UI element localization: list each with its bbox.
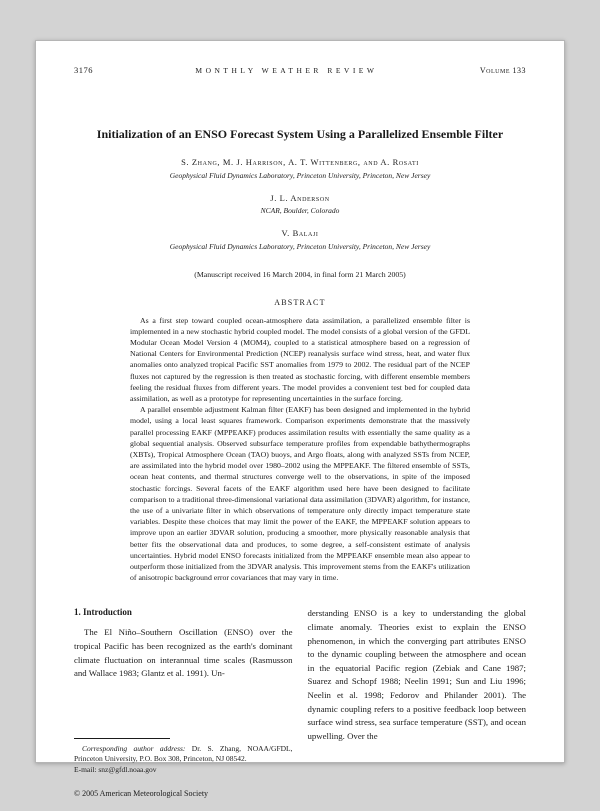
author-affiliation: Geophysical Fluid Dynamics Laboratory, Princeton University, Princeton, New Jersey — [169, 241, 431, 251]
right-column — [308, 607, 527, 775]
left-column — [74, 607, 293, 775]
body-paragraph: The El Niño–Southern Oscillation (ENSO) over the tropical Pacific has been recognized as the earth's dominant climate fluctuation on interannual time scales (Rasmusson and Wallace 1983; Glantz et al. 1991). Un- — [74, 627, 293, 679]
article-title: Initialization of an ENSO Forecast System Using a Parallelized Ensemble Filter — [96, 127, 504, 141]
corresponding-author-note — [74, 744, 293, 765]
footnote-email: E-mail: snz@gfdl.noaa.gov — [74, 764, 157, 774]
author-names: J. L. Anderson — [270, 192, 330, 203]
footnote-block — [74, 738, 293, 776]
abstract-body — [130, 315, 470, 584]
running-head — [74, 65, 526, 75]
body-paragraph: derstanding ENSO is a key to understanding the global climate anomaly. Theories exist to explain the ENSO phenomenon, in which the converging part attributes ENSO to the dynamic coupling between the atmosphere and ocean in the equatorial Pacific region (Zebiak and Cane 1987; Suarez and Schopf 1988; Neelin 1991; Sun and Liu 1996; Neelin et al. 1998; Fedorov and Philander 2001). The dynamic coupling refers to a positive feedback loop between surface wind stress, sea surface temperature (SST), and ocean upwelling. Over the — [307, 608, 526, 741]
author-group — [74, 157, 526, 180]
author-names: S. Zhang, M. J. Harrison, A. T. Wittenberg, and A. Rosati — [181, 157, 419, 167]
abstract-paragraph: A parallel ensemble adjustment Kalman filter (EAKF) has been designed and implemented in the hybrid model, using a local least squares framework. Comparison experiments demonstrate that the massively parallel processing EAKF (MPPEAKF) produces assimilation results with essentially the same quality as a global sequential analysis. Observed subsurface temperature profiles from expendable bathythermographs (XBTs), Tropical Atmosphere Ocean (TAO) buoys, and Argo floats, along with analyzed SSTs from NCEP, are assimilated into the hybrid model over 1980–2002 using the MPPEAKF. The filtered ensemble of SSTs, ocean heat contents, and thermal structures converge well to the observations, in spite of the imposed stochastic forcings. Several facets of the EAKF algorithm used here have been designed to facilitate comparison to a traditional three-dimensional variational data assimilation (3DVAR) algorithm, for instance, the use of a univariate filter in which observations of temperature only directly impact temperature state variables. Despite these choices that may limit the power of the EAKF, the MPPEAKF solution appears to improve upon an earlier 3DVAR solution, producing a smoother, more physically reasonable analysis that better fits the observational data and produces, to some degree, a self-consistent estimate of analysis uncertainties. Hybrid model ENSO forecasts initialized from the MPPEAKF ensemble mean also appear to outperform those initialized from the 3DVAR analysis. This improvement stems from the EAKF's utilization of anisotropic background error covariances that may vary in time. — [130, 405, 470, 583]
author-group — [74, 228, 526, 251]
manuscript-note: (Manuscript received 16 March 2004, in final form 21 March 2005) — [194, 269, 406, 279]
abstract-paragraph: As a first step toward coupled ocean-atmosphere data assimilation, a parallelized ensemble filter is implemented in a new stochastic hybrid coupled model. The model consists of a global version of the GFDL Modular Ocean Model Version 4 (MOM4), coupled to a statistical atmosphere based on a regression of National Centers for Environmental Prediction (NCEP) reanalysis surface wind stress, heat, and water flux anomalies onto analyzed tropical Pacific SST anomalies from 1979 to 2002. The residual part of the NCEP fluxes not captured by the regression is then treated as stochastic forcing, with different ensemble members feeling the residual fluxes from different years. The model provides a convenient test bed for coupled data assimilation, as well as a prototype for representing uncertainties in the surface forcing. — [130, 315, 470, 403]
footnote-rule — [74, 738, 170, 739]
corresponding-author-label: Corresponding author address: — [82, 743, 186, 753]
author-affiliation: NCAR, Boulder, Colorado — [260, 206, 340, 215]
copyright-line: © 2005 American Meteorological Society — [74, 789, 209, 799]
author-affiliation: Geophysical Fluid Dynamics Laboratory, Princeton University, Princeton, New Jersey — [169, 170, 431, 180]
volume-label: Volume 133 — [479, 66, 526, 75]
abstract-heading: ABSTRACT — [274, 297, 326, 307]
body-columns — [74, 607, 526, 775]
section-heading-introduction: 1. Introduction — [74, 607, 132, 618]
author-group — [74, 193, 526, 216]
author-names: V. Balaji — [281, 228, 319, 238]
journal-title: MONTHLY WEATHER REVIEW — [195, 66, 378, 75]
paper-page — [35, 40, 565, 799]
corresponding-author-address: Dr. S. Zhang, NOAA/GFDL, Princeton University, P.O. Box 308, Princeton, NJ 08542. — [74, 743, 293, 764]
page-number: 3176 — [74, 65, 93, 75]
